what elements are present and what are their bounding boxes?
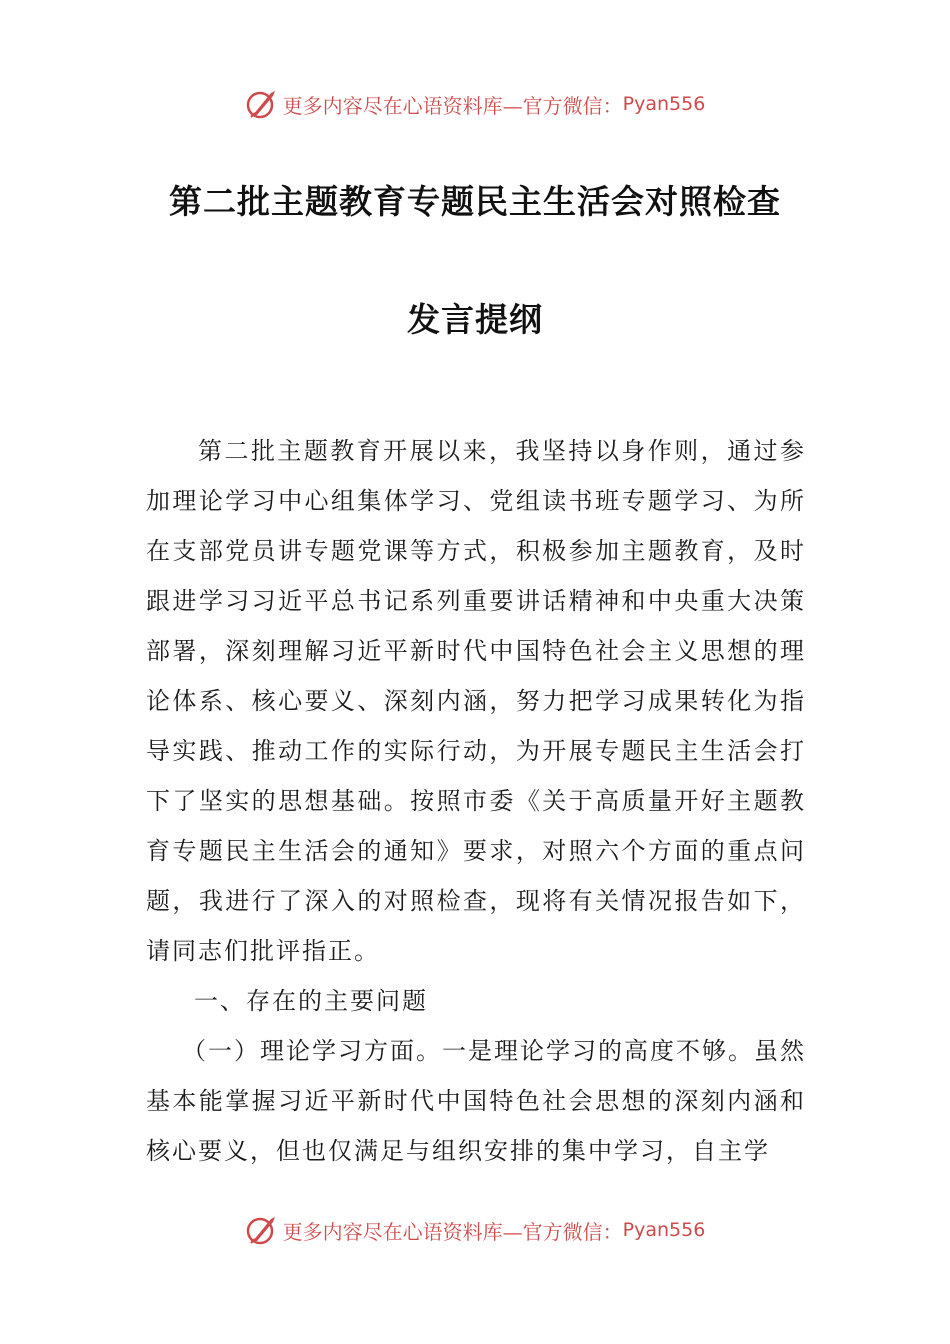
watermark-id: Pyan556	[622, 1219, 706, 1241]
watermark-header	[0, 84, 950, 124]
document-title-line2: 发言提纲	[407, 300, 543, 339]
section-heading: 一、存在的主要问题	[194, 987, 428, 1015]
document-title-line1: 第二批主题教育专题民主生活会对照检查	[169, 182, 781, 221]
watermark-text: 更多内容尽在心语资料库—官方微信：	[282, 1219, 623, 1244]
watermark-id: Pyan556	[622, 93, 706, 115]
watermark-text: 更多内容尽在心语资料库—官方微信：	[282, 93, 623, 118]
quill-logo-icon	[245, 87, 279, 121]
document-body	[146, 426, 806, 1176]
quill-logo-icon	[245, 1213, 279, 1247]
watermark-footer	[0, 1210, 950, 1250]
intro-paragraph: 第二批主题教育开展以来，我坚持以身作则，通过参加理论学习中心组集体学习、党组读书班专题学习、为所在支部党员讲专题党课等方式，积极参加主题教育，及时跟进学习习近平总书记系列重要讲话精神和中央重大决策部署，深刻理解习近平新时代中国特色社会主义思想的理论体系、核心要义、深刻内涵，努力把学习成果转化为指导实践、推动工作的实际行动，为开展专题民主生活会打下了坚实的思想基础。按照市委《关于高质量开好主题教育专题民主生活会的通知》要求，对照六个方面的重点问题，我进行了深入的对照检查，现将有关情况报告如下，请同志们批评指正。	[146, 437, 806, 965]
subsection-paragraph: （一）理论学习方面。一是理论学习的高度不够。虽然基本能掌握习近平新时代中国特色社会思想的深刻内涵和核心要义，但也仅满足与组织安排的集中学习，自主学	[146, 1037, 806, 1165]
